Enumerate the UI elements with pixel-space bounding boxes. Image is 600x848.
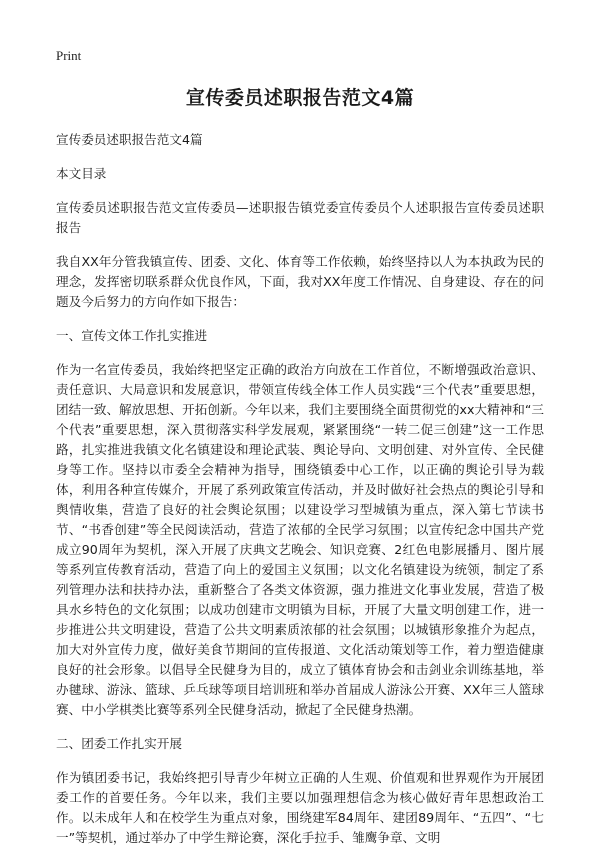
section-body-publicity: 作为一名宣传委员，我始终把坚定正确的政治方向放在工作首位，不断增强政治意识、责任意识、大局意识和发展意识，带领宣传线全体工作人员实践“三个代表”重要思想，团结一致、解放思想、开拓创新。今年以来，我们主要围绕全面贯彻党的xx大精神和“三个代表”重要思想，深入贯彻落实科学发展观，紧紧围绕“一转二促三创建”这一工作思路，扎实推进我镇文化名镇建设和理论武装、舆论导向、文明创建、对外宣传、全民健身等工作。坚持以市委全会精神为指导，围绕镇委中心工作，以正确的舆论引导为载体，利用各种宣传媒介，开展了系列政策宣传活动，并及时做好社会热点的舆论引导和舆情收集，营造了良好的社会舆论氛围；以建设学习型城镇为重点，深入第七节读书节、“书香创建”等全民阅读活动，营造了浓郁的全民学习氛围；以宣传纪念中国共产党成立90周年为契机，深入开展了庆典文艺晚会、知识竞赛、2红色电影展播月、图片展等系列宣传教育活动，营造了向上的爱国主义氛围；以文化名镇建设为统领，制定了系列管理办法和扶持办法，重新整合了各类文体资源，强力推进文化事业发展，营造了极具水乡特色的文化氛围；以成功创建市文明镇为目标，开展了大量文明创建工作，进一步推进公共文明建设，营造了公共文明素质浓郁的社会氛围；以城镇形象推介为起点，加大对外宣传力度，做好美食节期间的宣传报道、文化活动策划等工作，着力塑造健康良好的社会形象。以倡导全民健身为目的，成立了镇体育协会和击剑业余训练基地，举办毽球、游泳、篮球、乒乓球等项目培训班和举办首届成人游泳公开赛、XX年三人篮球赛、中小学棋类比赛等系列全民健身活动，掀起了全民健身热潮。 <box>56 362 544 717</box>
section-body-youth-league: 作为镇团委书记，我始终把引导青少年树立正确的人生观、价值观和世界观作为开展团委工作的首要任务。今年以来，我们主要以加强理想信念为核心做好青年思想政治工作。以未成年人和在校学生为重点对象，围绕建军84周年、建团89周年、“五四”、“七一”等契机，通过举办了中学生辩论赛，深化手拉手、雏鹰争章、文明 <box>56 770 544 845</box>
intro-paragraph: 我自XX年分管我镇宣传、团委、文化、体育等工作依赖，始终坚持以人为本执政为民的理念，发挥密切联系群众优良作风，下面，我对XX年度工作情况、自身建设、存在的问题及今后努力的方向作如下报告： <box>56 254 544 309</box>
toc-heading: 本文目录 <box>56 166 107 181</box>
document-subtitle: 宣传委员述职报告范文4篇 <box>56 132 203 147</box>
section-heading-publicity: 一、宣传文体工作扎实推进 <box>56 328 208 343</box>
print-link[interactable]: Print <box>56 48 82 63</box>
document-title: 宣传委员述职报告范文4篇 <box>185 87 415 109</box>
section-heading-youth-league: 二、团委工作扎实开展 <box>56 736 182 751</box>
toc-entries: 宣传委员述职报告范文宣传委员—述职报告镇党委宣传委员个人述职报告宣传委员述职报告 <box>56 200 544 235</box>
